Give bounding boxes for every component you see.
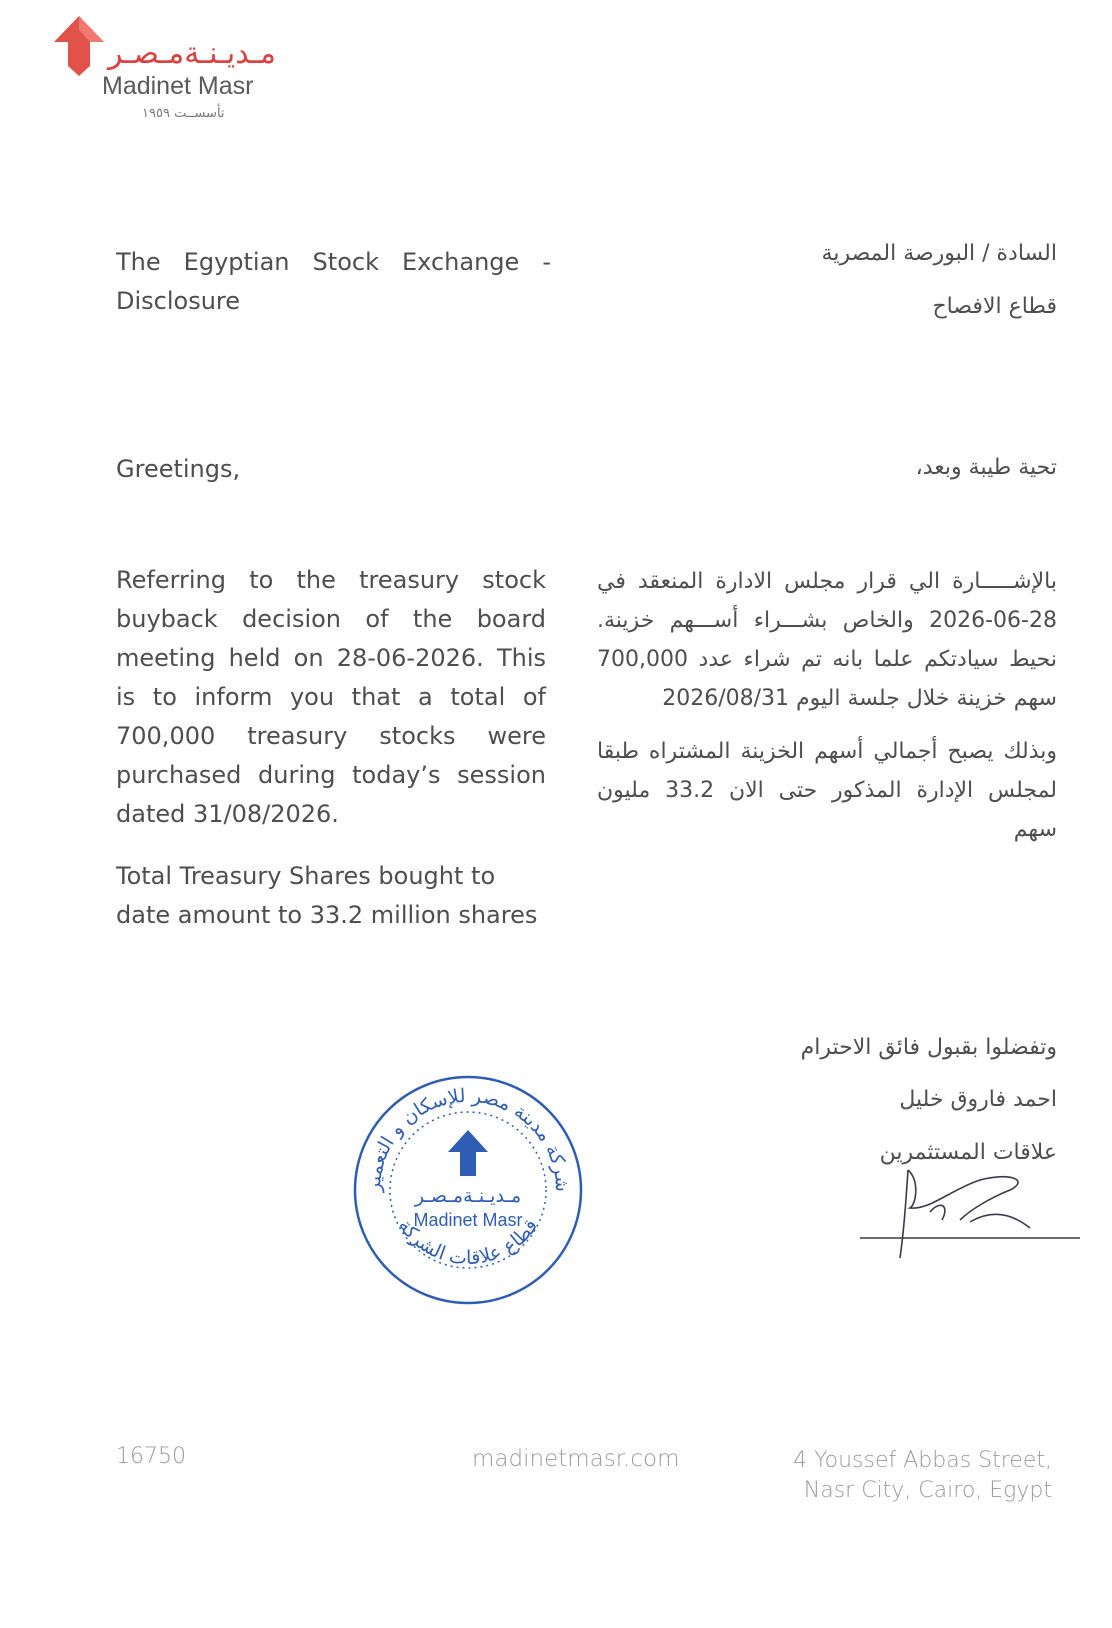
footer-address [793, 1446, 1052, 1506]
signatory-name: احمد فاروق خليل [899, 1087, 1057, 1112]
signatory-department: علاقات المستثمرين [879, 1140, 1057, 1165]
english-body: Referring to the treasury stock buyback decision of the board meeting held on 28-06-2026. This is to inform you that a total of 700,000 treasury stocks were purchased during today’s session dated 31/08/2026. [116, 566, 546, 828]
arabic-total: وبذلك يصبح أجمالي أسهم الخزينة المشتراه طبقا لمجلس الإدارة المذكور حتى الان 33.2 مليون سهم [597, 739, 1057, 842]
footer-number: 16750 [116, 1444, 186, 1469]
stamp-bottom-text: قطاع علاقات الشركة [393, 1215, 543, 1270]
english-total: Total Treasury Shares bought to date amount to 33.2 million shares [116, 862, 538, 929]
stamp-arrow-icon [448, 1130, 488, 1176]
english-recipient: The Egyptian Stock Exchange - Disclosure [116, 248, 551, 315]
footer-address-line2: Nasr City, Cairo, Egypt [803, 1478, 1052, 1503]
arabic-recipient-line2: قطاع الافصاح [932, 294, 1057, 319]
arabic-body: بالإشـــــارة الي قرار مجلس الادارة المنعقد في 28-06-2026 والخاص بشـــراء أســـهم خزينة. نحيط سيادتكم علما بانه تم شراء عدد 700,000 سهم خزينة خلال جلسة اليوم 2026/08/31 [597, 569, 1057, 711]
stamp-inner-english: Madinet Masr [413, 1210, 523, 1230]
logo-founded: تأسســت ١٩٥٩ [142, 106, 225, 121]
arabic-greeting: تحية طيبة وبعد، [915, 455, 1057, 480]
english-greeting: Greetings, [116, 455, 241, 483]
stamp-outer-text: شركة مدينة مصر للإسكان و التعمير [362, 1084, 574, 1193]
handwritten-signature [860, 1150, 1080, 1260]
stamp-inner-arabic: مـديـنـةمـصـر [414, 1185, 522, 1207]
company-logo [52, 14, 292, 124]
arrow-up-logo-icon [52, 14, 112, 76]
logo-english-name: Madinet Masr [102, 72, 254, 100]
footer-website[interactable]: madinetmasr.com [472, 1446, 680, 1472]
logo-arabic-name: مـديـنـةمـصـر [108, 36, 276, 71]
company-stamp [350, 1072, 586, 1308]
arabic-recipient-line1: السادة / البورصة المصرية [821, 241, 1057, 266]
footer-address-line1: 4 Youssef Abbas Street, [793, 1448, 1052, 1473]
arabic-closing: وتفضلوا بقبول فائق الاحترام [800, 1035, 1057, 1060]
